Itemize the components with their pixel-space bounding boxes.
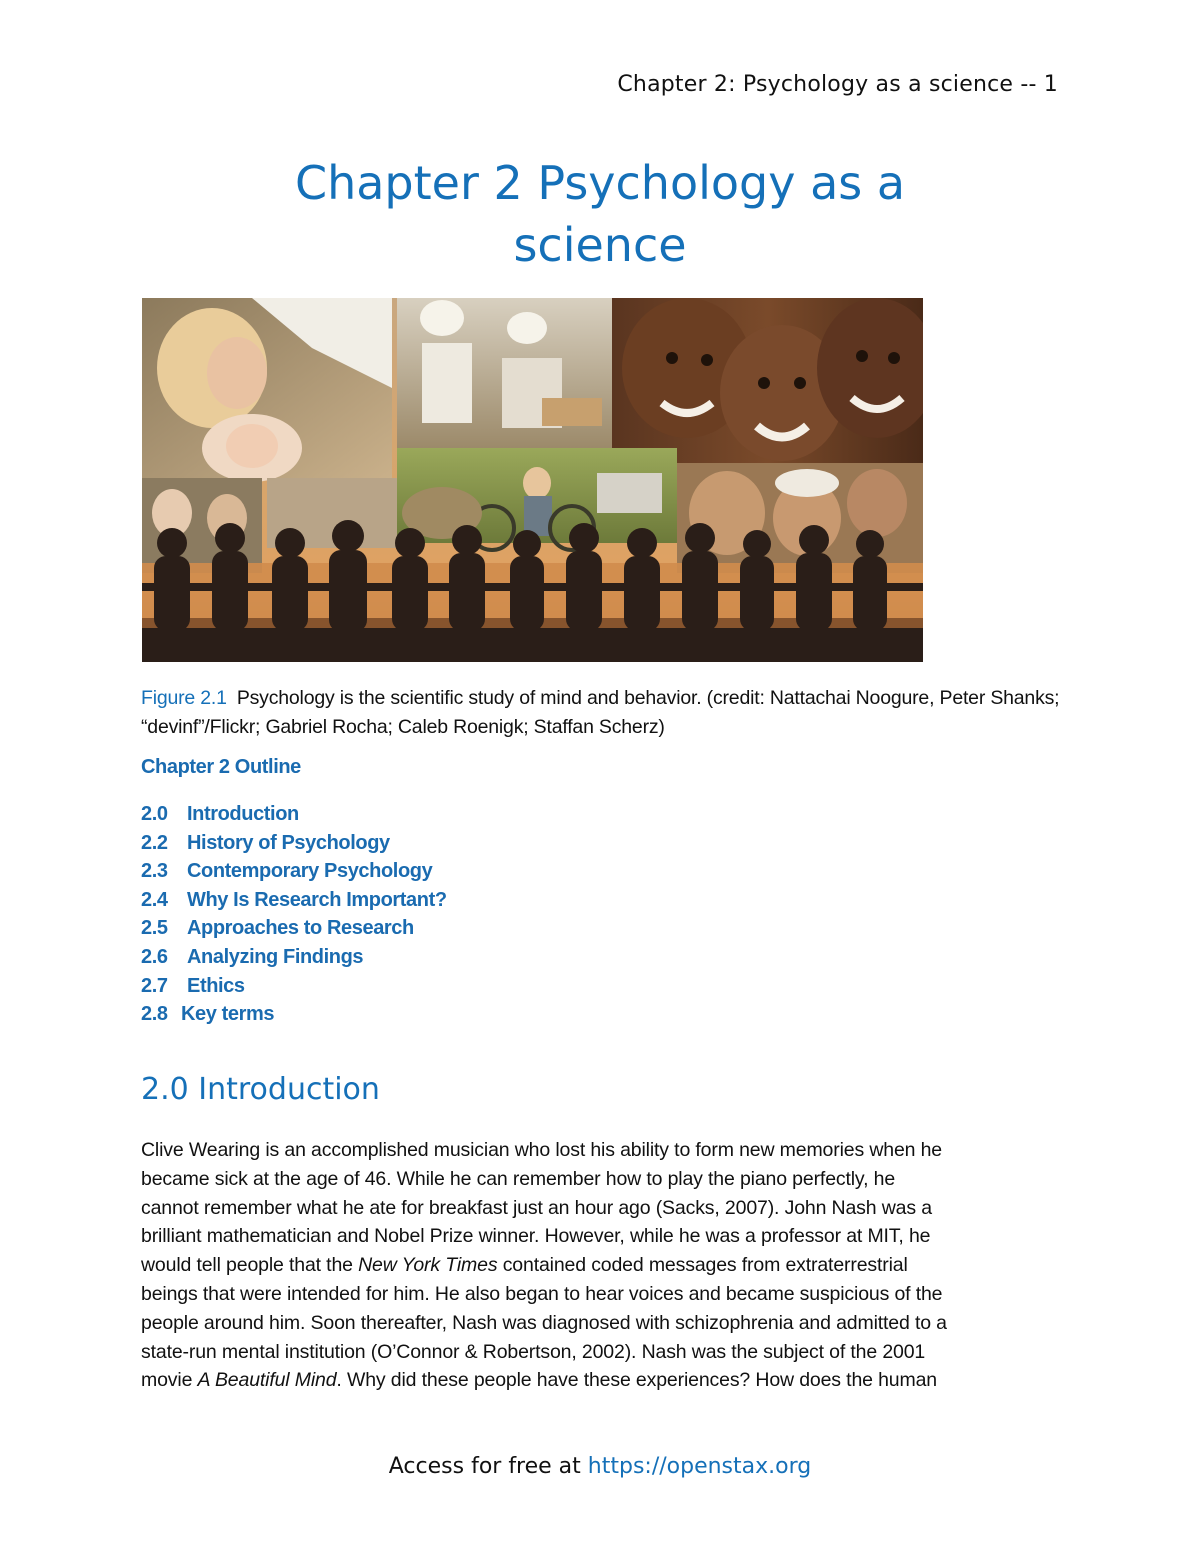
body-line — [141, 1338, 1071, 1367]
body-line — [141, 1309, 1071, 1338]
outline-item-label: History of Psychology — [187, 831, 390, 854]
body-line — [141, 1366, 1071, 1395]
outline-item-label: Introduction — [187, 803, 299, 825]
outline-item-history[interactable] — [141, 829, 447, 858]
outline-list — [141, 800, 447, 1029]
outline-item-introduction[interactable] — [141, 800, 447, 829]
section-heading: 2.0 Introduction — [141, 1072, 380, 1107]
italic-title: New York Times — [358, 1254, 498, 1277]
outline-item-label: Why Is Research Important? — [187, 888, 447, 911]
body-text: Clive Wearing is an accomplished musician who lost his ability to form new memories when he — [141, 1139, 942, 1161]
body-text: movie — [141, 1369, 198, 1392]
body-paragraph — [141, 1136, 1071, 1395]
footer — [0, 1454, 1200, 1479]
body-text: became sick at the age of 46. While he can remember how to play the piano perfectly, he — [141, 1167, 896, 1190]
figure-label: Figure 2.1 — [141, 687, 227, 709]
outline-item-label: Approaches to Research — [187, 917, 414, 940]
outline-item-label: Key terms — [181, 1003, 275, 1026]
outline-item-analyzing[interactable] — [141, 943, 447, 972]
outline-item-number: 2.4 — [141, 888, 168, 911]
outline-item-label: Ethics — [187, 974, 245, 997]
outline-item-label: Contemporary Psychology — [187, 860, 433, 883]
outline-item-key-terms[interactable] — [141, 1000, 447, 1029]
outline-item-research-importance[interactable] — [141, 886, 447, 915]
chapter-title — [0, 152, 1200, 276]
outline-item-approaches[interactable] — [141, 914, 447, 943]
outline-item-number: 2.2 — [141, 831, 168, 854]
figure-collage-image — [142, 298, 923, 662]
body-text: people around him. Soon thereafter, Nash was diagnosed with schizophrenia and admitted to a — [141, 1311, 947, 1334]
body-text: . Why did these people have these experiences? How does the human — [336, 1369, 937, 1392]
outline-item-number: 2.8 — [141, 1003, 168, 1026]
outline-heading: Chapter 2 Outline — [141, 756, 301, 778]
italic-title: A Beautiful Mind — [197, 1369, 337, 1392]
figure-caption — [141, 684, 1061, 742]
outline-item-number: 2.0 — [141, 803, 168, 825]
body-line — [141, 1222, 1071, 1251]
body-text: would tell people that the — [141, 1254, 359, 1277]
footer-prefix: Access for free at — [388, 1454, 588, 1479]
body-line — [141, 1280, 1071, 1309]
body-text: state-run mental institution (O’Connor & Robertson, 2002). Nash was the subject of the 2001 — [141, 1340, 926, 1363]
outline-item-contemporary[interactable] — [141, 857, 447, 886]
body-text: cannot remember what he ate for breakfast just an hour ago (Sacks, 2007). John Nash was a — [141, 1196, 932, 1219]
outline-item-number: 2.7 — [141, 974, 168, 997]
outline-item-number: 2.6 — [141, 945, 168, 968]
body-line — [141, 1251, 1071, 1280]
outline-item-ethics[interactable] — [141, 972, 447, 1001]
chapter-title-line-1: Chapter 2 Psychology as a — [294, 156, 906, 210]
body-line — [141, 1136, 1071, 1165]
body-text: beings that were intended for him. He also began to hear voices and became suspicious of the — [141, 1282, 943, 1305]
body-text: brilliant mathematician and Nobel Prize winner. However, while he was a professor at MIT, he — [141, 1225, 931, 1248]
body-text: contained coded messages from extraterrestrial — [497, 1254, 908, 1277]
outline-item-number: 2.3 — [141, 860, 168, 883]
chapter-title-line-2: science — [513, 218, 687, 272]
outline-item-number: 2.5 — [141, 917, 168, 940]
outline-item-label: Analyzing Findings — [187, 945, 364, 968]
collage-drawing — [142, 298, 923, 662]
body-line — [141, 1194, 1071, 1223]
openstax-link[interactable]: https://openstax.org — [587, 1454, 812, 1479]
body-line — [141, 1165, 1071, 1194]
figure-caption-text: Psychology is the scientific study of mind and behavior. (credit: Nattachai Noogure, Peter Shanks; “devinf”/Flickr; Gabriel Rocha; Caleb Roenigk; Staffan Scherz) — [141, 687, 1060, 738]
running-header: Chapter 2: Psychology as a science -- 1 — [617, 72, 1058, 97]
